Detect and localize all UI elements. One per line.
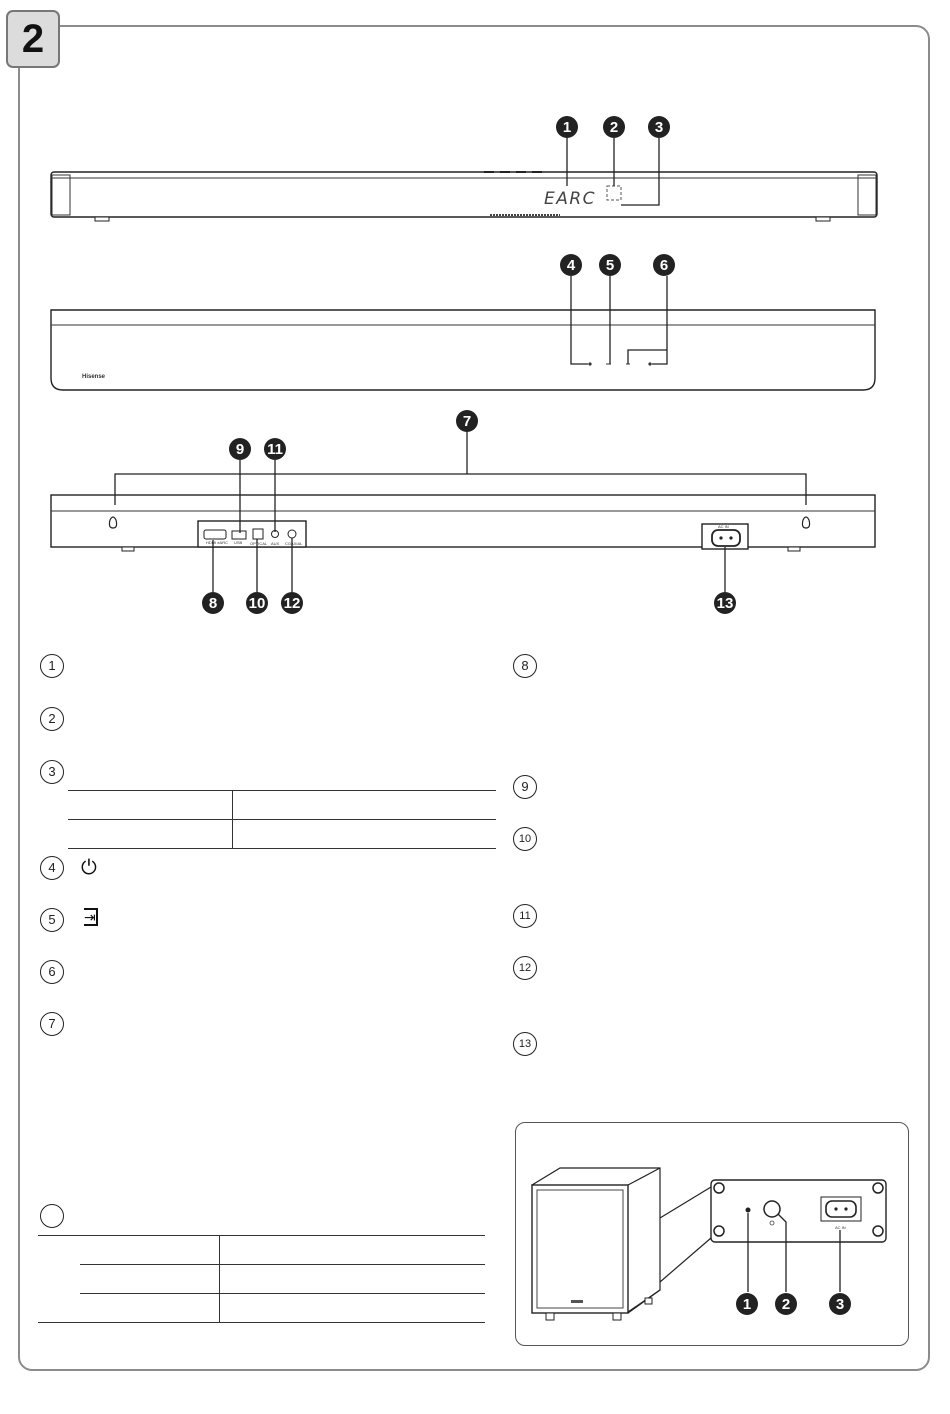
soundbar-front-view [51,172,877,221]
table-column-divider [219,1235,220,1322]
callout-label: 10 [248,595,266,612]
optical-label: OPTICAL [250,541,268,546]
coaxial-label: COAXIAL [285,541,303,546]
wall-mount-hole-right [802,517,809,528]
callout-label: 12 [283,595,301,612]
legend-number-1: 1 [40,654,64,678]
volume-up-button-dot [648,362,651,365]
legend-number-5: 5 [40,908,64,932]
hdmi-port [204,530,226,539]
coaxial-port [288,530,296,538]
legend-number-4: 4 [40,856,64,880]
soundbar-top-view [51,310,875,390]
legend-number-9: 9 [513,775,537,799]
table-column-divider [232,790,233,848]
callout-label: 8 [208,595,218,612]
legend-number-8: 8 [513,654,537,678]
callout-label: 13 [716,595,734,612]
legend-number-2: 2 [40,707,64,731]
table-rule [38,1235,485,1236]
display-readout: EARC [544,189,597,209]
legend-number-6: 6 [40,960,64,984]
hdmi-label: HDMI eARC [206,540,229,545]
brand-logo-top: Hisense [82,374,106,380]
table-rule [80,1293,485,1294]
ac-in-label: AC IN [718,524,729,529]
callout-label: 9 [235,441,245,458]
optical-port [253,529,263,539]
aux-label: AUX [271,541,280,546]
legend-number-12: 12 [513,956,537,980]
wall-mount-hole-left [109,517,116,528]
callout-label: 2 [609,119,619,136]
subwoofer-legend-marker [40,1204,64,1228]
legend-number-11: 11 [513,904,537,928]
table-rule [68,819,496,820]
legend-number-10: 10 [513,827,537,851]
callout-label: 2 [781,1296,791,1313]
callout-label: 6 [659,257,669,274]
ac-in-socket [712,530,740,546]
callout-label: 4 [566,257,576,274]
usb-port [232,531,246,539]
usb-label: USB [234,540,243,545]
subwoofer-ac-label: AC IN [835,1225,846,1230]
legend-number-13: 13 [513,1032,537,1056]
legend-number-3: 3 [40,760,64,784]
power-icon: ⏻ [81,857,97,879]
input-icon: ⇥ [84,908,98,926]
table-rule [68,790,496,791]
callout-label: 5 [605,257,615,274]
table-rule [68,848,496,849]
soundbar-rear-view [51,495,875,551]
power-button-dot [588,362,591,365]
legend-number-7: 7 [40,1012,64,1036]
callout-label: 11 [267,441,283,458]
callout-label: 3 [835,1296,845,1313]
page-number-tab: 2 [6,10,60,68]
callout-label: 1 [742,1296,752,1313]
callout-label: 3 [654,119,664,136]
subwoofer-inset-frame [515,1122,909,1346]
callout-label: 1 [562,119,572,136]
callout-label: 7 [462,413,472,430]
table-rule [38,1322,485,1323]
table-rule [80,1264,485,1265]
